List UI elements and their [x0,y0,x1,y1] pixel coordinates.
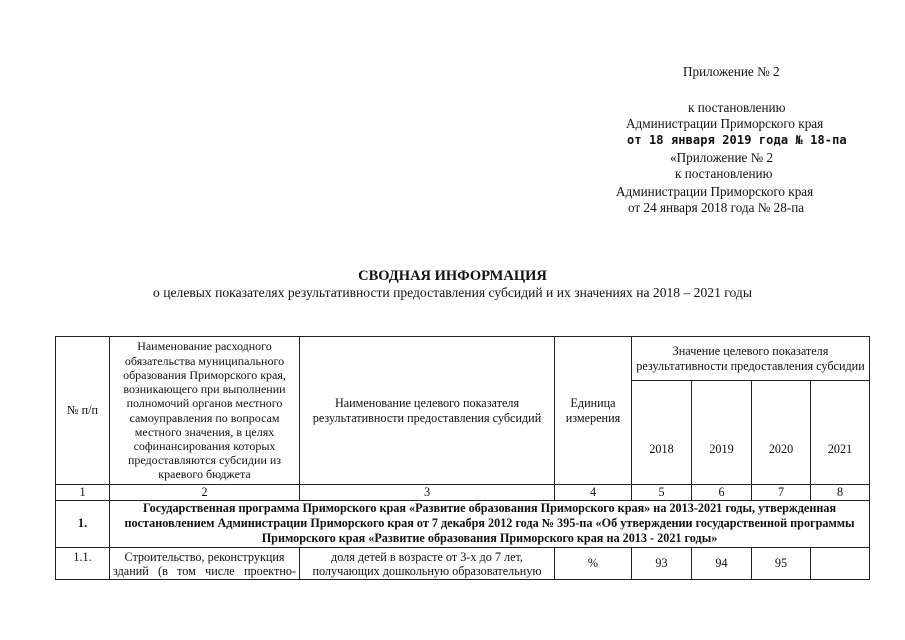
column-number: 2 [110,485,300,501]
summary-table [55,336,870,580]
appendix-line-1: Приложение № 2 [683,64,780,79]
appendix-line-2: к постановлению [688,100,786,115]
column-number: 8 [811,485,870,501]
column-number: 1 [56,485,110,501]
column-number: 3 [300,485,555,501]
header-year-2018: 2018 [632,381,692,485]
header-indicator: Наименование целевого показателя результативности предоставления субсидий [300,337,555,485]
header-num: № п/п [56,337,110,485]
row-obligation: Строительство, реконструкция зданий (в том числе проектно- [110,547,300,579]
program-text: Государственная программа Приморского края «Развитие образования Приморского края» на 2013-2021 годы, утвержденная постановлением Администрации Приморского края от 7 декабря 2012 года № 395-па «Об утверждении государственной программы Приморского края «Развитие образования Приморского края на 2013 - 2021 годы» [110,500,870,547]
document-subtitle: о целевых показателях результативности предоставления субсидий и их значениях на 2018 – 2021 годы [153,285,752,300]
header-row-1 [56,337,870,381]
row-value-2018: 93 [632,547,692,579]
table-row [56,547,870,579]
appendix-line-5: «Приложение № 2 [670,150,774,165]
header-year-2019: 2019 [692,381,752,485]
header-year-2020: 2020 [752,381,811,485]
header-unit: Единица измерения [555,337,632,485]
row-value-2021 [811,547,870,579]
row-indicator: доля детей в возрасте от 3-х до 7 лет, получающих дошкольную образовательную [300,547,555,579]
document-title: СВОДНАЯ ИНФОРМАЦИЯ [358,268,547,284]
appendix-line-8: от 24 января 2018 года № 28-па [628,200,805,215]
appendix-line-6: к постановлению [675,166,773,181]
header-year-2021: 2021 [811,381,870,485]
row-num: 1.1. [56,547,110,579]
column-number-row [56,485,870,501]
header-obligation: Наименование расходного обязательства муниципального образования Приморского края, возникающего при выполнении полномочий органов местного самоуправления по вопросам местного значения, в целях софинансирования которых предоставляются субсидии из краевого бюджета [110,337,300,485]
row-value-2019: 94 [692,547,752,579]
program-num: 1. [56,500,110,547]
column-number: 6 [692,485,752,501]
column-number: 5 [632,485,692,501]
program-row [56,500,870,547]
header-values-group: Значение целевого показателя результативности предоставления субсидии [632,337,870,381]
column-number: 4 [555,485,632,501]
row-value-2020: 95 [752,547,811,579]
row-unit: % [555,547,632,579]
appendix-line-7: Администрации Приморского края [616,184,814,199]
appendix-line-3: Администрации Приморского края [626,116,824,131]
appendix-line-4: от 18 января 2019 года № 18-па [627,133,847,147]
column-number: 7 [752,485,811,501]
